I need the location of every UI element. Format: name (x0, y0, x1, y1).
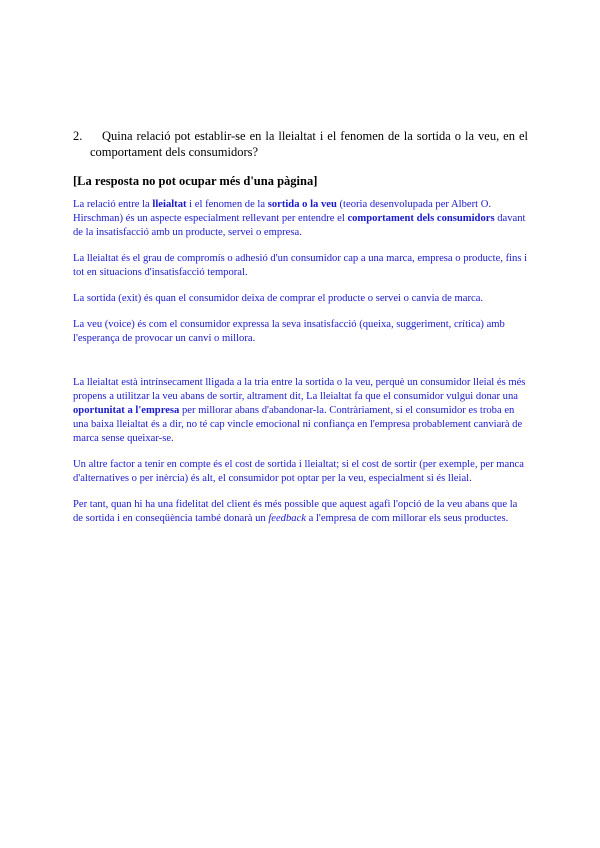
answer-paragraph-4: La veu (voice) és com el consumidor expressa la seva insatisfacció (queixa, suggeriment, crítica) amb l'esperança de provocar un canvi o millora. (73, 319, 505, 344)
answer-text: i el fenomen de la (186, 199, 268, 210)
length-note: [La resposta no pot ocupar més d'una pàgina] (73, 174, 318, 188)
answer-text: davant de la insatisfacció amb un producte, servei o empresa. (73, 213, 526, 238)
keyword-sortida-veu: sortida o la veu (267, 199, 337, 210)
answer-text: Per tant, quan hi ha una fidelitat del client és més possible que aquest agafi l'opció de la veu abans que la de sortida i en conseqüència també donarà un (73, 499, 518, 524)
answer-paragraph-3: La sortida (exit) és quan el consumidor deixa de comprar el producte o servei o canvia de marca. (73, 293, 484, 304)
answer-paragraph-7 (73, 498, 528, 526)
keyword-oportunitat: oportunitat a l'empresa (73, 405, 180, 416)
answer-paragraph-5 (73, 376, 528, 446)
question-text: Quina relació pot establir-se en la lleialtat i el fenomen de la sortida o la veu, en el comportament dels consumidors? (90, 129, 528, 159)
answer-text: La relació entre la (73, 199, 153, 210)
answer-paragraph-6: Un altre factor a tenir en compte és el cost de sortida i lleialtat; si el cost de sortir (per exemple, per manca d'alternatives o per inèrcia) és alt, el consumidor pot optar per la veu, especialment si és lleial. (73, 459, 524, 484)
question-number: 2. (73, 129, 83, 143)
answer-text: (teoria desenvolupada per Albert O. Hirschman) és un aspecte especialment rellevant per entendre el (73, 199, 492, 224)
question (73, 128, 528, 160)
answer-paragraph-1 (73, 198, 528, 240)
keyword-lleialtat: lleialtat (152, 199, 187, 210)
answer-text: a l'empresa de com millorar els seus productes. (305, 513, 509, 524)
keyword-feedback: feedback (268, 513, 306, 524)
answer (73, 198, 528, 538)
answer-paragraph-2: La lleialtat és el grau de compromís o adhesió d'un consumidor cap a una marca, empresa o producte, fins i tot en situacions d'insatisfacció temporal. (73, 253, 528, 278)
answer-text: La lleialtat està intrínsecament lligada a la tria entre la sortida o la veu, perquè un consumidor lleial és més propens a utilitzar la veu abans de sortir, altrament dit, La lleialtat fa que el consumidor vulgui donar una (73, 377, 526, 402)
answer-text: per millorar abans d'abandonar-la. Contràriament, si el consumidor es troba en una baixa lleialtat és a dir, no té cap vincle emocional ni confiança en l'empresa probablement canviarà de marca sense queixar-se. (73, 405, 523, 444)
keyword-comportament: comportament dels consumidors (347, 213, 495, 224)
